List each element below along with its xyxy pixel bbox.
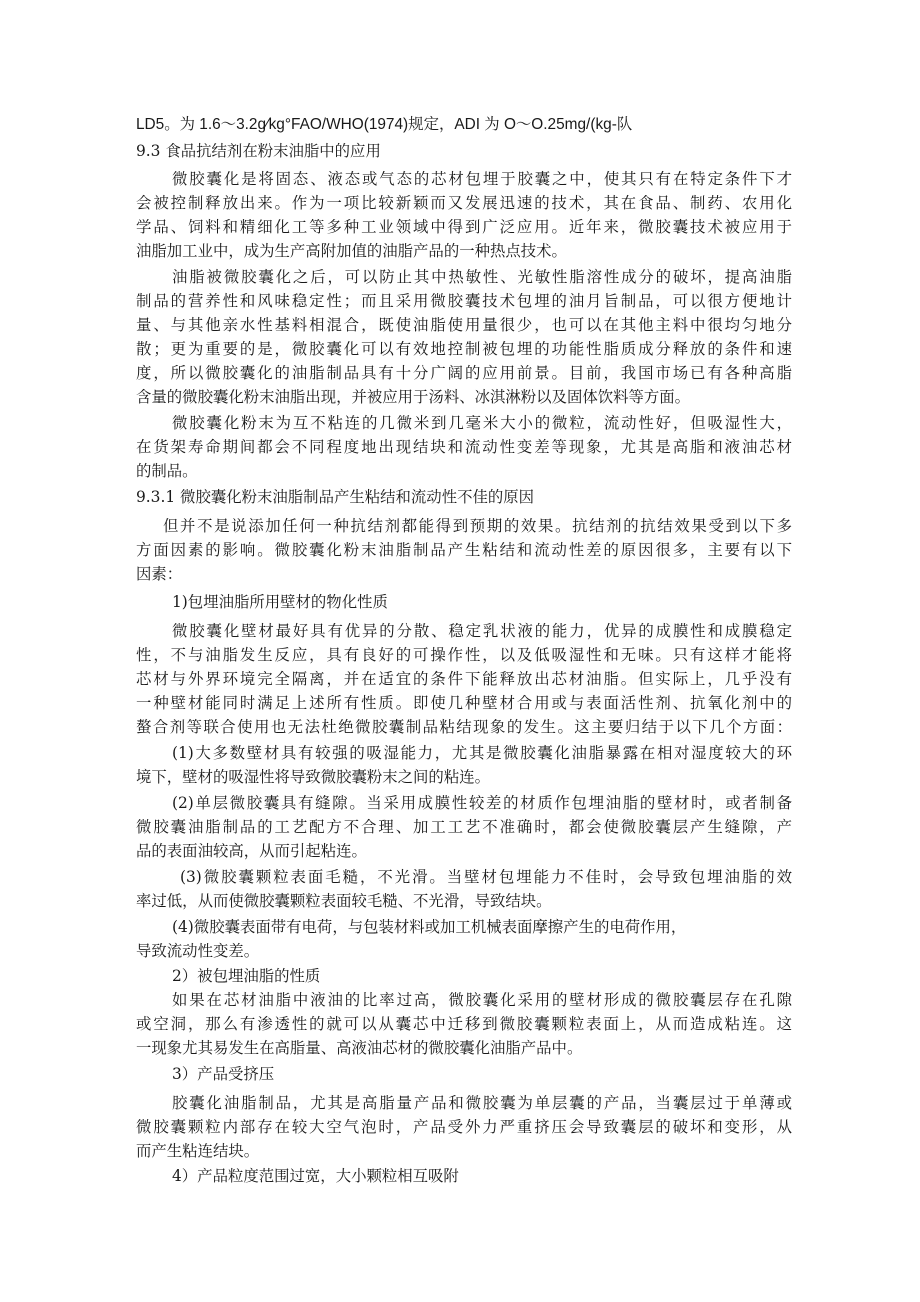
subheading-1: 1)包埋油脂所用壁材的物化性质 <box>172 593 388 611</box>
paragraph-line: 境下，壁材的吸湿性将导致微胶囊粉末之间的粘连。 <box>136 768 490 786</box>
paragraph-line: (2)单层微胶囊具有缝隙。当采用成膜性较差的材质作包埋油脂的壁材时，或者制备 <box>172 794 792 812</box>
paragraph-line: (4)微胶囊表面带有电荷，与包装材料或加工机械表面摩擦产生的电荷作用， <box>172 918 687 936</box>
paragraph-line: 但并不是说添加任何一种抗结剂都能得到预期的效果。抗结剂的抗结效果受到以下多 <box>163 517 792 535</box>
paragraph-line: 或空洞，那么有渗透性的就可以从囊芯中迁移到微胶囊颗粒表面上，从而造成粘连。这 <box>136 1015 792 1033</box>
paragraph-line: 而产生粘连结块。 <box>136 1142 260 1160</box>
paragraph-line: (3)微胶囊颗粒表面毛糙，不光滑。当壁材包埋能力不佳时，会导致包埋油脂的效 <box>180 868 792 886</box>
subheading-3: 3）产品受挤压 <box>172 1065 275 1083</box>
subheading-2: 2）被包埋油脂的性质 <box>172 967 321 985</box>
paragraph-line: 学品、饲料和精细化工等多种工业领域中得到广泛应用。近年来，微胶囊技术被应用于 <box>136 218 792 236</box>
paragraph-line: 油脂加工业中，成为生产高附加值的油脂产品的一种热点技术。 <box>136 242 567 260</box>
paragraph-line: 一现象尤其易发生在高脂量、高液油芯材的微胶囊化油脂产品中。 <box>136 1039 583 1057</box>
paragraph-line: 方面因素的影响。微胶囊化粉末油脂制品产生粘结和流动性差的原因很多，主要有以下 <box>136 541 792 559</box>
paragraph-line: 如果在芯材油脂中液油的比率过高，微胶囊化采用的壁材形成的微胶囊层存在孔隙 <box>172 991 792 1009</box>
paragraph-line: 微胶囊油脂制品的工艺配方不合理、加工工艺不准确时，都会使微胶囊层产生缝隙，产 <box>136 818 792 836</box>
paragraph-line: 油脂被微胶囊化之后，可以防止其中热敏性、光敏性脂溶性成分的破坏，提高油脂 <box>172 268 792 286</box>
paragraph-line: 含量的微胶囊化粉末油脂出现，并被应用于汤料、冰淇淋粉以及固体饮料等方面。 <box>136 388 691 406</box>
paragraph-line: 性，不与油脂发生反应，具有良好的可操作性，以及低吸湿性和无味。只有这样才能将 <box>136 646 792 664</box>
paragraph-line: 微胶囊化粉末为互不粘连的几微米到几毫米大小的微粒，流动性好，但吸湿性大， <box>172 414 792 432</box>
paragraph-line: 制品的营养性和风味稳定性；而且采用微胶囊技术包埋的油月旨制品，可以很方便地计 <box>136 292 792 310</box>
subheading-4: 4）产品粒度范围过宽，大小颗粒相互吸附 <box>172 1167 459 1185</box>
section-heading-9-3: 9.3 食品抗结剂在粉末油脂中的应用 <box>136 142 381 160</box>
paragraph-line: 螯合剂等联合使用也无法杜绝微胶囊制品粘结现象的发生。这主要归结于以下几个方面： <box>136 718 792 736</box>
paragraph-line: 一种壁材能同时满足上述所有性质。即使几种壁材合用或与表面活性剂、抗氧化剂中的 <box>136 694 792 712</box>
paragraph-line: 在货架寿命期间都会不同程度地出现结块和流动性变差等现象，尤其是高脂和液油芯材 <box>136 438 792 456</box>
paragraph-line: (1)大多数壁材具有较强的吸湿能力，尤其是微胶囊化油脂暴露在相对湿度较大的环 <box>172 744 792 762</box>
text-line-formula: LD5。为 1.6～3.2g⁄kg°FAO/WHO(1974)规定，ADI 为 O～O.25mg/(kg-队 <box>136 116 633 133</box>
paragraph-line: 胶囊化油脂制品，尤其是高脂量产品和微胶囊为单层囊的产品，当囊层过于单薄或 <box>172 1094 792 1112</box>
paragraph-line: 因素： <box>136 565 183 583</box>
paragraph-line: 会被控制释放出来。作为一项比较新颖而又发展迅速的技术，其在食品、制药、农用化 <box>136 194 792 212</box>
paragraph-line: 微胶囊化壁材最好具有优异的分散、稳定乳状液的能力，优异的成膜性和成膜稳定 <box>172 622 792 640</box>
paragraph-line: 微胶囊颗粒内部存在较大空气泡时，产品受外力严重挤压会导致囊层的破坏和变形，从 <box>136 1118 792 1136</box>
paragraph-line: 度，所以微胶囊化的油脂制品具有十分广阔的应用前景。目前，我国市场已有各种高脂 <box>136 364 792 382</box>
paragraph-line: 的制品。 <box>136 462 198 480</box>
paragraph-line: 芯材与外界环境完全隔离，并在适宜的条件下能释放出芯材油脂。但实际上，几乎没有 <box>136 670 792 688</box>
paragraph-line: 率过低，从而使微胶囊颗粒表面较毛糙、不光滑，导致结块。 <box>136 892 552 910</box>
paragraph-line: 品的表面油较高，从而引起粘连。 <box>136 842 367 860</box>
paragraph-line: 散；更为重要的是，微胶囊化可以有效地控制被包埋的功能性脂质成分释放的条件和速 <box>136 340 792 358</box>
section-heading-9-3-1: 9.3.1 微胶囊化粉末油脂制品产生粘结和流动性不佳的原因 <box>136 488 535 506</box>
paragraph-line: 导致流动性变差。 <box>136 942 260 960</box>
paragraph-line: 量、与其他亲水性基料相混合，既使油脂使用量很少，也可以在其他主料中很均匀地分 <box>136 316 792 334</box>
paragraph-line: 微胶囊化是将固态、液态或气态的芯材包埋于胶囊之中，使其只有在特定条件下才 <box>172 170 792 188</box>
